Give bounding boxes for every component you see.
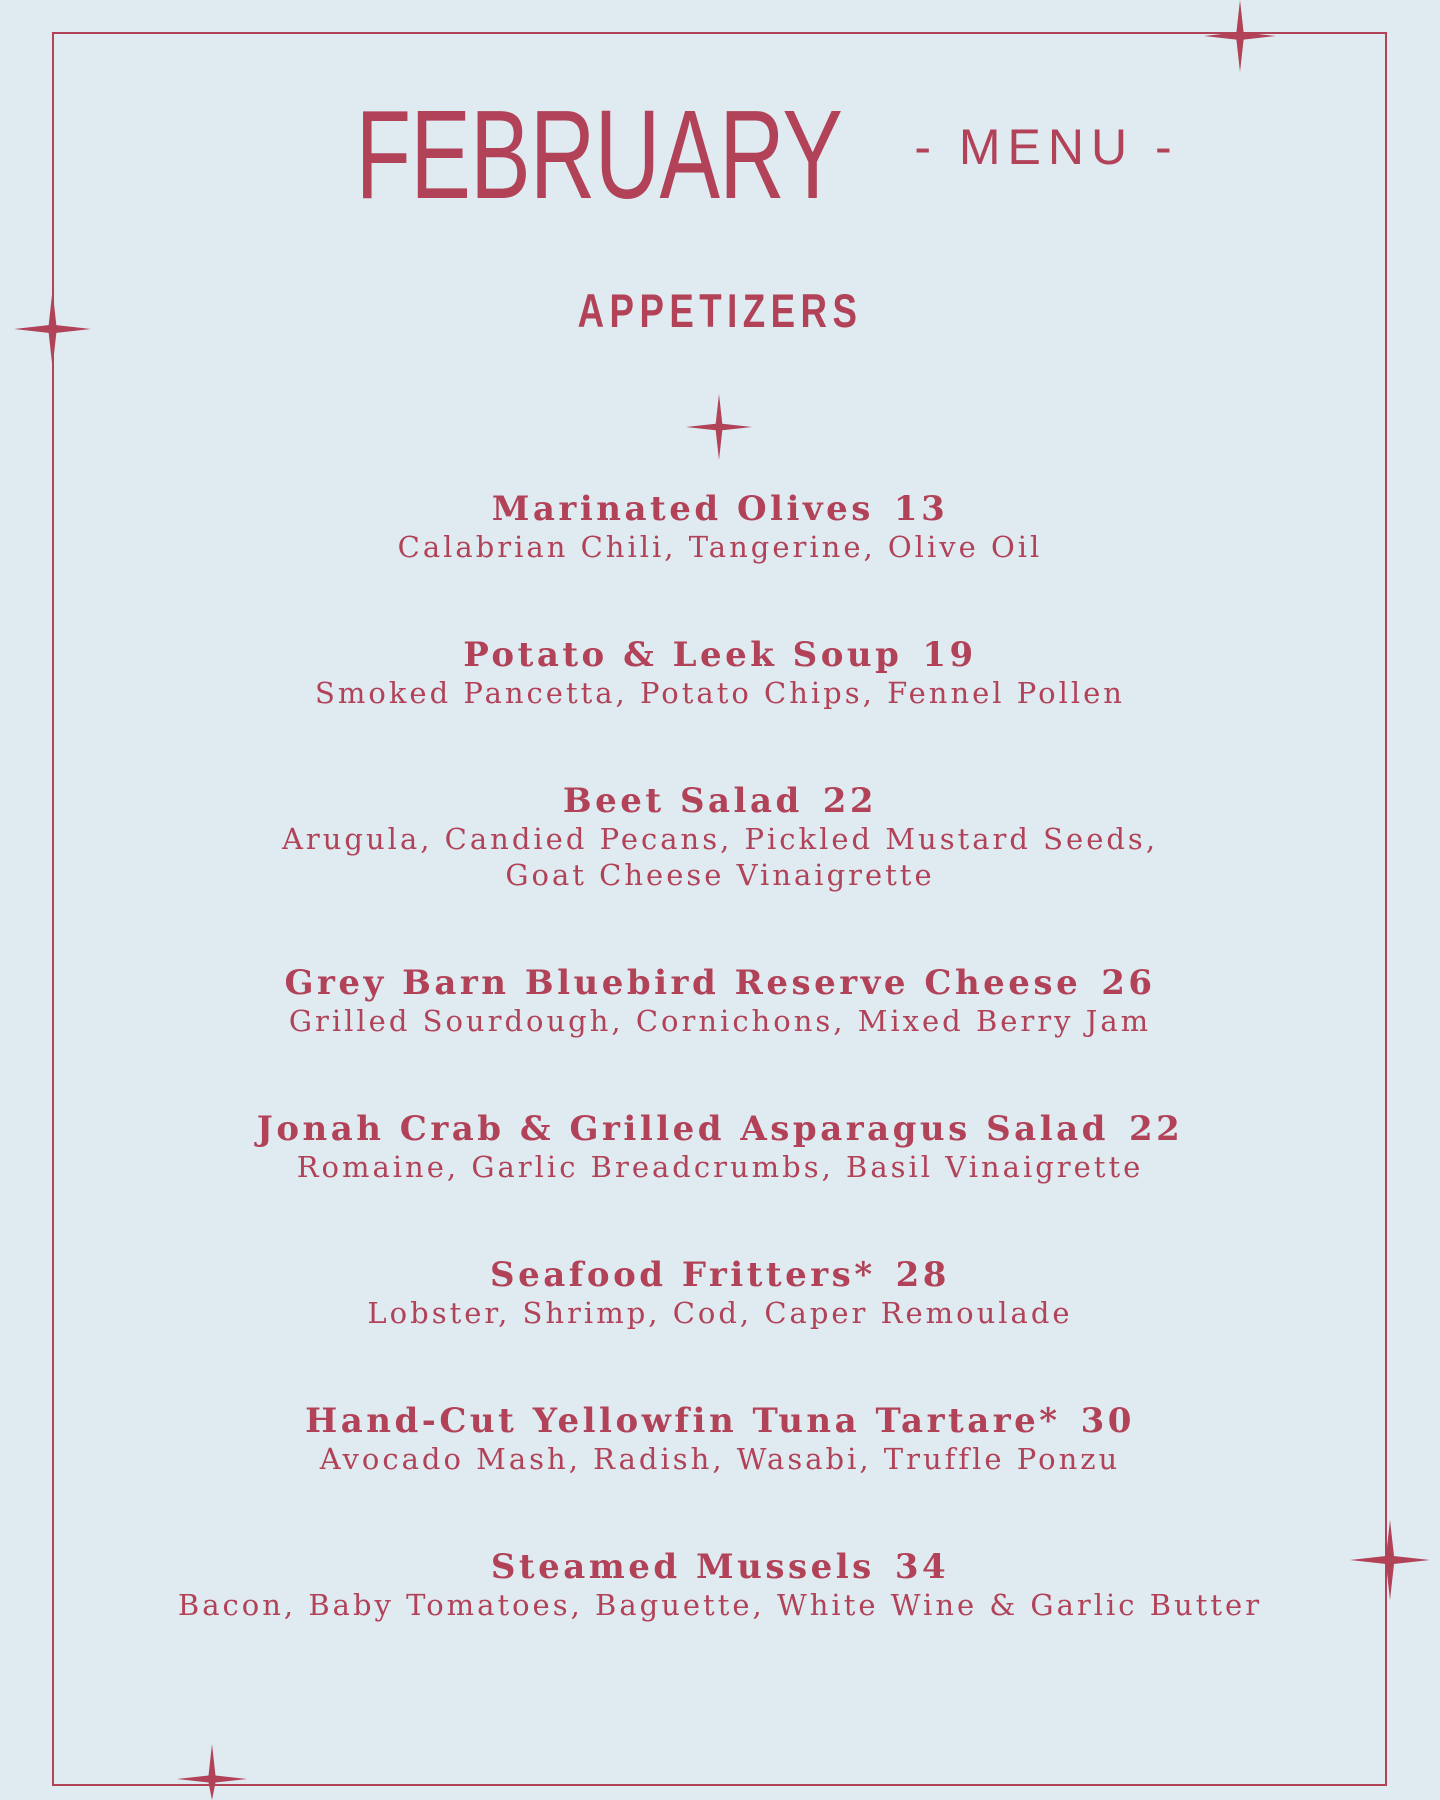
menu-item-name-line	[0, 1109, 1440, 1149]
menu-item	[0, 1109, 1440, 1185]
appetizers-list	[0, 489, 1440, 1693]
menu-item-name: Hand-Cut Yellowfin Tuna Tartare*	[305, 1401, 1061, 1441]
menu-item-price: 19	[922, 635, 977, 675]
menu-title-month: FEBRUARY	[355, 84, 843, 225]
menu-item	[0, 1547, 1440, 1623]
menu-item-price: 13	[893, 489, 949, 529]
menu-item-description: Lobster, Shrimp, Cod, Caper Remoulade	[367, 1296, 1073, 1330]
menu-item-name: Marinated Olives	[491, 489, 874, 529]
menu-item-name: Steamed Mussels	[490, 1547, 875, 1587]
section-title-appetizers: APPETIZERS	[577, 284, 863, 337]
menu-item-description: Avocado Mash, Radish, Wasabi, Truffle Ponzu	[319, 1442, 1121, 1476]
menu-item-name: Grey Barn Bluebird Reserve Cheese	[284, 963, 1082, 1003]
menu-title-label: - MENU -	[914, 119, 1179, 175]
menu-item-description: Grilled Sourdough, Cornichons, Mixed Berry Jam	[288, 1004, 1152, 1038]
menu-item	[0, 781, 1440, 893]
menu-item-name-line	[0, 489, 1440, 529]
menu-item	[0, 1255, 1440, 1331]
menu-item-price: 22	[1128, 1109, 1184, 1149]
sparkle-icon	[1200, 0, 1280, 72]
menu-item-name: Potato & Leek Soup	[463, 635, 903, 675]
menu-item-price: 34	[894, 1547, 950, 1587]
sparkle-icon	[177, 1744, 247, 1800]
menu-item-name-line	[0, 963, 1440, 1003]
sparkle-icon	[14, 286, 91, 372]
menu-item-name: Jonah Crab & Grilled Asparagus Salad	[256, 1109, 1109, 1149]
sparkle-icon	[686, 392, 752, 462]
menu-item-description: Arugula, Candied Pecans, Pickled Mustard Seeds, Goat Cheese Vinaigrette	[281, 822, 1159, 892]
menu-item-name: Beet Salad	[562, 781, 803, 821]
menu-item-price: 26	[1101, 963, 1156, 1003]
menu-item-price: 22	[822, 781, 878, 821]
menu-item-name-line	[0, 1401, 1440, 1441]
menu-item-name-line	[0, 635, 1440, 675]
menu-item-name-line	[0, 1255, 1440, 1295]
menu-item-name-line	[0, 781, 1440, 821]
menu-title	[0, 84, 1440, 225]
menu-item-description: Smoked Pancetta, Potato Chips, Fennel Pollen	[315, 676, 1125, 710]
menu-item-name-line	[0, 1547, 1440, 1587]
menu-item	[0, 1401, 1440, 1477]
menu-item-description: Bacon, Baby Tomatoes, Baguette, White Wine & Garlic Butter	[177, 1588, 1263, 1622]
menu-item-description: Romaine, Garlic Breadcrumbs, Basil Vinaigrette	[296, 1150, 1144, 1184]
menu-item-price: 28	[895, 1255, 950, 1295]
menu-item	[0, 489, 1440, 565]
menu-item	[0, 635, 1440, 711]
menu-item-price: 30	[1080, 1401, 1135, 1441]
menu-item-name: Seafood Fritters*	[490, 1255, 876, 1295]
menu-item-description: Calabrian Chili, Tangerine, Olive Oil	[397, 530, 1043, 564]
menu-item	[0, 963, 1440, 1039]
